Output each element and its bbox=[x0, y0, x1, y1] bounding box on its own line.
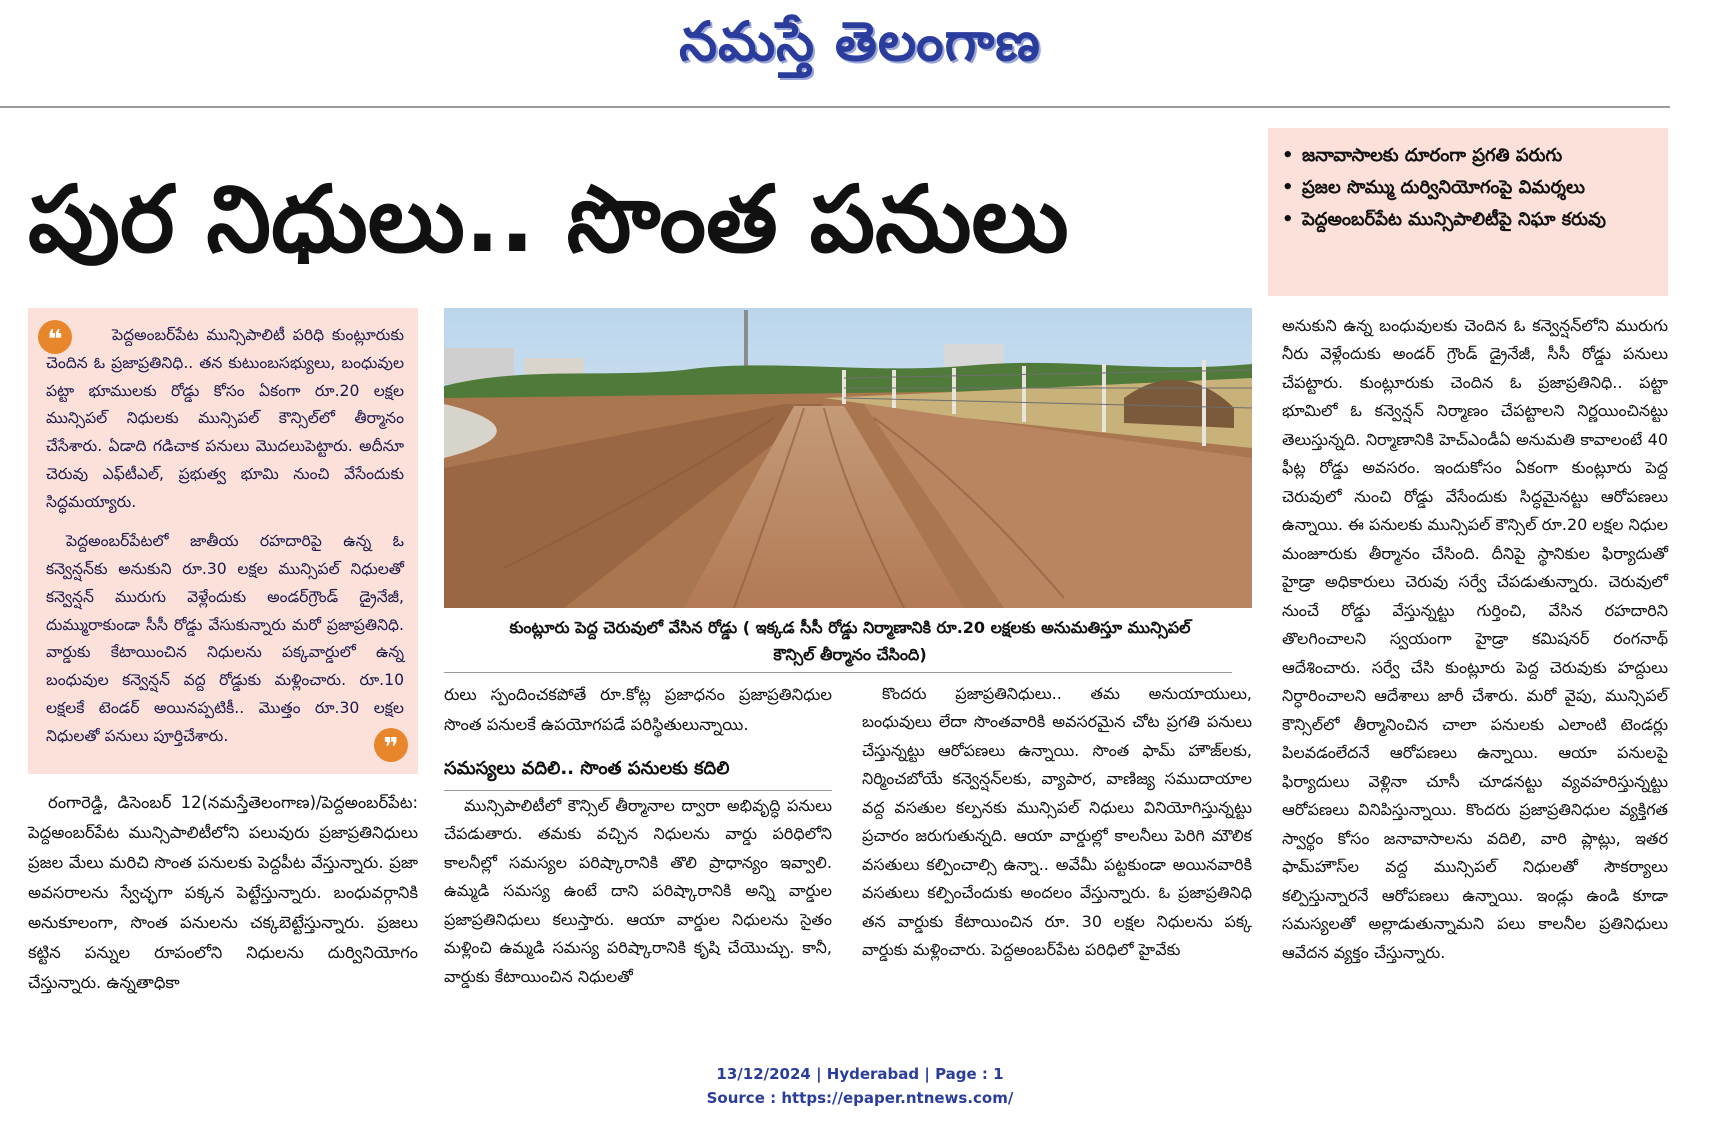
highlights-box bbox=[1268, 128, 1668, 296]
quote-paragraph-1: పెద్దఅంబర్‌పేట మున్సిపాలిటీ పరిధి కుంట్లూరుకు చెందిన ఓ ప్రజాప్రతినిధి.. తన కుటుంబసభ్యులు, బంధువుల పట్టా భూములకు రోడ్డు కోసం ఏకంగా రూ.20 లక్షల మున్సిపల్ నిధులకు మున్సిపల్ కౌన్సిల్‌లో తీర్మానం చేసేశారు. ఏడాది గడిచాక పనులు మొదలుపెట్టారు. అదీనూ చెరువు ఎఫ్‌టీఎల్, ప్రభుత్వ భూమి నుంచి వేసేందుకు సిద్ధమయ్యారు. bbox=[46, 326, 404, 511]
road-photo-illustration bbox=[444, 308, 1252, 608]
body-column-3 bbox=[862, 680, 1252, 998]
highlight-text: జనావాసాలకు దూరంగా ప్రగతి పరుగు bbox=[1302, 145, 1563, 166]
masthead-text: నమస్తే తెలంగాణ bbox=[679, 9, 1041, 73]
highlight-text: ప్రజల సొమ్ము దుర్వినియోగంపై విమర్శలు bbox=[1302, 177, 1585, 198]
highlight-item: • ప్రజల సొమ్ము దుర్వినియోగంపై విమర్శలు bbox=[1282, 172, 1658, 204]
article-photo bbox=[444, 308, 1252, 608]
highlight-item: • జనావాసాలకు దూరంగా ప్రగతి పరుగు bbox=[1282, 140, 1658, 172]
masthead-logo bbox=[600, 8, 1120, 88]
footer-date-page: 13/12/2024 | Hyderabad | Page : 1 bbox=[716, 1065, 1004, 1083]
footer-source: Source : https://epaper.ntnews.com/ bbox=[706, 1089, 1014, 1107]
masthead-rule bbox=[0, 106, 1670, 108]
body-paragraph: కొందరు ప్రజాప్రతినిధులు.. తమ అనుయాయులు, బంధువులు లేదా సొంతవారికి అవసరమైన చోట ప్రగతి పనులు చేస్తున్నట్టు ఆరోపణలు ఉన్నాయి. సొంత ఫామ్ హౌజ్‌లకు, నిర్మించబోయే కన్వెన్షన్‌లకు, వ్యాపార, వాణిజ్య సముదాయాల వద్ద వసతుల కల్పనకు మున్సిపల్ నిధులు వినియోగిస్తున్నట్టు ప్రచారం జరుగుతున్నది. ఆయా వార్డుల్లో కాలనీలు పెరిగి మౌలిక వసతులు కల్పించాల్సి ఉన్నా.. అవేమీ పట్టకుండా అయినవారికి వసతులు కల్పించేందుకు అందలం వేస్తున్నారు. ఓ ప్రజాప్రతినిధి తన వార్డుకు కేటాయించిన రూ. 30 లక్షల నిధులను పక్క వార్డుకు మళ్లించారు. పెద్దఅంబర్‌పేట పరిధిలో హైవేకు bbox=[862, 684, 1252, 960]
body-column-1 bbox=[28, 788, 418, 998]
subheading-rule bbox=[444, 790, 832, 791]
body-column-2-top bbox=[444, 680, 832, 742]
open-quote-icon: ❝ bbox=[38, 320, 72, 354]
photo-caption: కుంట్లూరు పెద్ద చెరువులో వేసిన రోడ్డు ( ఇక్కడ సీసీ రోడ్డు నిర్మాణానికి రూ.20 లక్షలకు అనుమతిస్తూ మున్సిపల్ కౌన్సిల్ తీర్మానం చేసింది) bbox=[509, 618, 1191, 664]
caption-rule bbox=[444, 672, 1232, 673]
close-quote-icon: ❞ bbox=[374, 728, 408, 762]
body-paragraph: అనుకుని ఉన్న బంధువులకు చెందిన ఓ కన్వెన్షన్‌లోని మురుగు నీరు వెళ్లేందుకు అండర్ గ్రౌండ్ డ్రైనేజీ, సీసీ రోడ్డు పనులు చేపట్టారు. కుంట్లూరుకు చెందిన ఓ ప్రజాప్రతినిధి.. పట్టా భూమిలో ఓ కన్వెన్షన్ నిర్మాణం చేపట్టాలని నిర్ణయించినట్టు తెలుస్తున్నది. నిర్మాణానికి హెచ్‌ఎండీఏ అనుమతి కావాలంటే 40 ఫీట్ల రోడ్డు అవసరం. ఇందుకోసం ఏకంగా కుంట్లూరు పెద్ద చెరువులో నుంచి రోడ్డు వేసేందుకు సిద్ధమైనట్టు ఆరోపణలు ఉన్నాయి. ఈ పనులకు మున్సిపల్ కౌన్సిల్ రూ.20 లక్షల నిధుల మంజూరుకు తీర్మానం చేసింది. దీనిపై స్థానికుల ఫిర్యాదుతో హైడ్రా అధికారులు చెరువు సర్వే చేపడుతున్నారు. చెరువులో నుంచే రోడ్డు వేస్తున్నట్టు గుర్తించి, వేసిన రహదారిని తొలగించాలని స్వయంగా హైడ్రా కమిషనర్ రంగనాథ్ ఆదేశించారు. సర్వే చేసి కుంట్లూరు పెద్ద చెరువుకు హద్దులు నిర్ధారించాలని ఆదేశాలు జారీ చేశారు. మరో వైపు, మున్సిపల్ కౌన్సిల్‌లో తీర్మానించిన చాలా పనులకు ఎలాంటి టెండర్లు పిలవడంలేదనే ఆరోపణలు ఉన్నాయి. ఆయా పనులపై ఫిర్యాదులు వెళ్లినా చూసీ చూడనట్టు వ్యవహరిస్తున్నట్టు ఆరోపణలు వినిపిస్తున్నాయి. కొందరు ప్రజాప్రతినిధుల వ్యక్తిగత స్వార్థం కోసం జనావాసాలను వదిలి, వారి ప్లాట్లు, ఇతర ఫామ్‌హౌస్‌ల వద్ద మున్సిపల్ నిధులతో సౌకర్యాలు కల్పిస్తున్నారనే ఆరోపణలు ఉన్నాయి. ఇండ్లు ఉండి కూడా సమస్యలతో అల్లాడుతున్నామని పలు కాలనీల ప్రతినిధులు ఆవేదన వ్యక్తం చేస్తున్నారు. bbox=[1282, 316, 1668, 962]
body-paragraph: మున్సిపాలిటీలో కౌన్సిల్ తీర్మానాల ద్వారా అభివృద్ధి పనులు చేపడుతారు. తమకు వచ్చిన నిధులను వార్డు పరిధిలోని కాలనీల్లో సమస్యల పరిష్కారానికి తొలి ప్రాధాన్యం ఇవ్వాలి. ఉమ్మడి సమస్య ఉంటే దాని పరిష్కారానికి అన్ని వార్డుల ప్రజాప్రతినిధులు కలుస్తారు. ఆయా వార్డుల నిధులను సైతం మళ్లించి ఉమ్మడి సమస్య పరిష్కారానికి కృషి చేయొచ్చు. కానీ, వార్డుకు కేటాయించిన నిధులతో bbox=[444, 796, 832, 986]
body-column-4 bbox=[1282, 312, 1668, 998]
body-paragraph: రులు స్పందించకపోతే రూ.కోట్ల ప్రజాధనం ప్రజాప్రతినిధుల సొంత పనులకే ఉపయోగపడే పరిస్థితులున్నాయి. bbox=[444, 685, 832, 734]
article-headline: పుర నిధులు.. సొంత పనులు bbox=[28, 166, 1069, 273]
body-column-2-bottom bbox=[444, 792, 832, 998]
section-subheading: సమస్యలు వదిలి.. సొంత పనులకు కదిలి bbox=[444, 758, 730, 779]
body-paragraph: రంగారెడ్డి, డిసెంబర్ 12(నమస్తేతెలంగాణ)/పెద్దఅంబర్‌పేట: పెద్దఅంబర్‌పేట మున్సిపాలిటీలోని పలువురు ప్రజాప్రతినిధులు ప్రజల మేలు మరిచి సొంత పనులకు పెద్దపీట వేస్తున్నారు. ప్రజా అవసరాలను స్వేచ్ఛగా పక్కన పెట్టేస్తున్నారు. బంధువర్గానికి అనుకూలంగా, సొంత పనులను చక్కబెట్టేస్తున్నారు. ప్రజలు కట్టిన పన్నుల రూపంలోని నిధులను దుర్వినియోగం చేస్తున్నారు. ఉన్నతాధికా bbox=[28, 793, 418, 992]
page-footer bbox=[560, 1062, 1160, 1110]
quote-box bbox=[28, 308, 418, 774]
highlight-text: పెద్దఅంబర్‌పేట మున్సిపాలిటీపై నిఘా కరువు bbox=[1302, 209, 1606, 230]
highlight-item: • పెద్దఅంబర్‌పేట మున్సిపాలిటీపై నిఘా కరువు bbox=[1282, 204, 1658, 236]
quote-paragraph-2: పెద్దఅంబర్‌పేటలో జాతీయ రహదారిపై ఉన్న ఓ కన్వెన్షన్‌కు అనుకుని రూ.30 లక్షల మున్సిపల్ నిధులతో కన్వెన్షన్ మురుగు వెళ్లేందుకు అండర్‌గ్రౌండ్ డ్రైనేజీ, దుమ్మురాకుండా సీసీ రోడ్డు వేసుకున్నారు మరో ప్రజాప్రతినిధి. వార్డుకు కేటాయించిన నిధులను పక్కవార్డులో ఉన్న బంధువుల కన్వెన్షన్ వద్ద రోడ్డుకు మళ్లించారు. రూ.10 లక్షలకే టెండర్ అయినప్పటికీ.. మొత్తం రూ.30 లక్షల నిధులతో పనులు పూర్తిచేశారు. bbox=[46, 532, 404, 745]
